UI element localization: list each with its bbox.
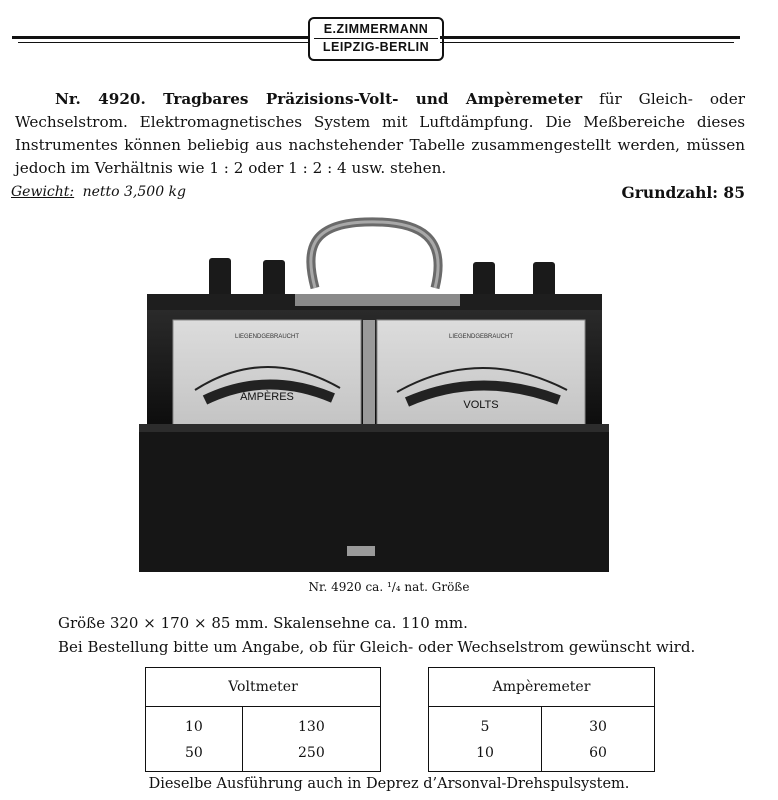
table-row: [146, 707, 381, 741]
header-rule-left: [12, 36, 308, 39]
header-rule-right: [440, 36, 740, 39]
product-title: Nr. 4920. Tragbares Präzisions-Volt- und Ampèremeter: [55, 90, 583, 108]
amperemeter-table: [428, 667, 655, 772]
brand-name: E.ZIMMERMANN: [323, 22, 429, 36]
size-spec: Größe 320 × 170 × 85 mm. Skalensehne ca. 110 mm.: [58, 614, 468, 632]
ammeter-label: AMPÈRES: [240, 391, 294, 403]
table-cell: 10: [146, 707, 243, 741]
header-rule-left-thin: [18, 42, 308, 43]
table-cell: 5: [429, 707, 542, 741]
footer-note: Dieselbe Ausführung auch in Deprez d’Arsonval-Drehspulsystem.: [148, 776, 630, 792]
weight-label: Gewicht:: [11, 184, 75, 200]
table-cell: 30: [589, 719, 607, 735]
header-rule-right-thin: [440, 42, 734, 43]
instrument-photo: [135, 210, 620, 580]
ammeter-top-label: LIEGENDGEBRAUCHT: [234, 334, 300, 340]
weight-row: [11, 184, 745, 204]
table-row: [429, 707, 655, 741]
voltmeter-table: [145, 667, 381, 772]
table-cell: 60: [589, 745, 607, 761]
brand-location: LEIPZIG-BERLIN: [314, 38, 438, 56]
voltmeter-title: Voltmeter: [146, 668, 381, 707]
table-cell: 130: [298, 719, 325, 735]
product-description: [15, 88, 745, 180]
voltmeter-label: VOLTS: [463, 399, 499, 411]
table-cell: 50: [146, 740, 243, 772]
order-note: Bei Bestellung bitte um Angabe, ob für Gleich- oder Wechselstrom gewünscht wird.: [58, 638, 696, 656]
amperemeter-title: Ampèremeter: [429, 668, 655, 707]
weight-value: netto 3,500 kg: [82, 184, 187, 200]
product-description-body: für Gleich- oder Wechselstrom. Elektromagnetisches System mit Luftdämpfung. Die Meßbereiche dieses Instrumentes können beliebig aus nachstehender Tabelle zusammengestellt werden, müssen jedoch im Verhältnis wie 1 : 2 oder 1 : 2 : 4 usw. stehen.: [15, 90, 745, 177]
binding-posts: [209, 258, 555, 300]
photo-caption: Nr. 4920 ca. ¹/₄ nat. Größe: [308, 580, 470, 594]
voltmeter-top-label: LIEGENDGEBRAUCHT: [448, 334, 514, 340]
specifications: [58, 611, 748, 659]
table-row: [429, 740, 655, 772]
table-cell: 10: [429, 740, 542, 772]
table-row: [146, 740, 381, 772]
table-cell: 250: [298, 745, 325, 761]
grundzahl: Grundzahl: 85: [621, 183, 745, 202]
brand-logo: [308, 17, 444, 61]
